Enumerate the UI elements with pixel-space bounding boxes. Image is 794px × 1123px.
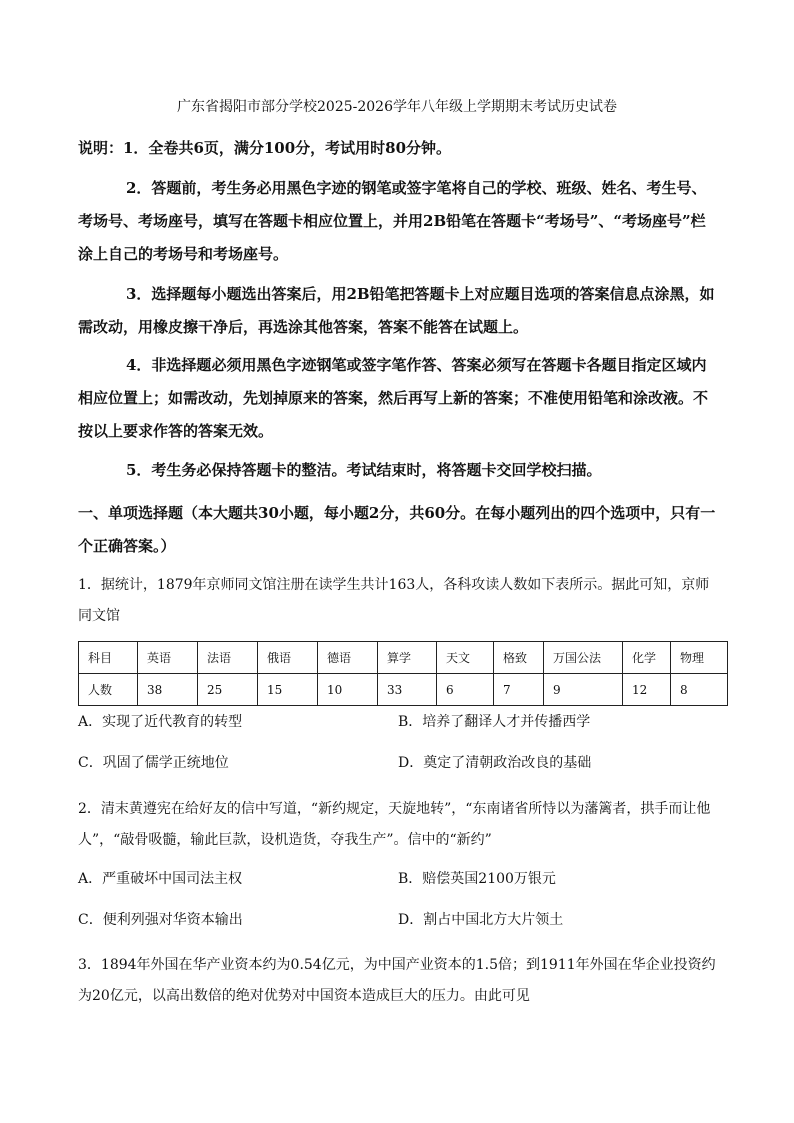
- subject-enrollment-table: [78, 641, 728, 706]
- table-cell: 9: [544, 674, 623, 706]
- table-cell: 英语: [138, 642, 198, 674]
- table-cell: 人数: [79, 674, 138, 706]
- table-cell: 12: [623, 674, 671, 706]
- table-cell: 33: [378, 674, 437, 706]
- question-1-option-b: B．培养了翻译人才并传播西学: [398, 714, 591, 730]
- table-cell: 法语: [198, 642, 258, 674]
- question-1-stem: 1．据统计，1879年京师同文馆注册在读学生共计163人，各科攻读人数如下表所示。据此可知，京师同文馆: [78, 577, 710, 624]
- table-cell: 6: [437, 674, 494, 706]
- table-cell: 德语: [318, 642, 378, 674]
- table-cell: 科目: [79, 642, 138, 674]
- table-cell: 化学: [623, 642, 671, 674]
- table-cell: 8: [671, 674, 728, 706]
- question-2-option-c: C．便利列强对华资本输出: [78, 912, 243, 928]
- question-1-option-a: A．实现了近代教育的转型: [78, 714, 243, 730]
- section-heading: 一、单项选择题（本大题共30小题，每小题2分，共60分。在每小题列出的四个选项中，只有一个正确答案。）: [78, 504, 716, 555]
- table-cell: 格致: [494, 642, 544, 674]
- question-2-option-d: D．割占中国北方大片领土: [398, 912, 564, 928]
- table-header-row: [79, 642, 728, 674]
- question-2-option-a: A．严重破坏中国司法主权: [78, 871, 243, 887]
- table-cell: 物理: [671, 642, 728, 674]
- table-cell: 10: [318, 674, 378, 706]
- table-cell: 38: [138, 674, 198, 706]
- question-1-option-d: D．奠定了清朝政治改良的基础: [398, 755, 592, 771]
- table-cell: 算学: [378, 642, 437, 674]
- instruction-5: 5．考生务必保持答题卡的整洁。考试结束时，将答题卡交回学校扫描。: [126, 461, 602, 479]
- instruction-3: 3．选择题每小题选出答案后，用2B铅笔把答题卡上对应题目选项的答案信息点涂黑，如需改动，用橡皮擦干净后，再选涂其他答案，答案不能答在试题上。: [78, 285, 715, 336]
- instruction-1: 说明：1．全卷共6页，满分100分，考试用时80分钟。: [78, 139, 452, 157]
- table-cell: 15: [258, 674, 318, 706]
- table-cell: 万国公法: [544, 642, 623, 674]
- table-cell: 俄语: [258, 642, 318, 674]
- instruction-4: 4．非选择题必须用黑色字迹钢笔或签字笔作答、答案必须写在答题卡各题目指定区域内相应位置上；如需改动，先划掉原来的答案，然后再写上新的答案；不准使用铅笔和涂改液。不按以上要求作答的答案无效。: [78, 356, 709, 440]
- question-1-option-c: C．巩固了儒学正统地位: [78, 755, 229, 771]
- page-title: 广东省揭阳市部分学校2025-2026学年八年级上学期期末考试历史试卷: [177, 99, 617, 115]
- question-3-stem: 3．1894年外国在华产业资本约为0.54亿元，为中国产业资本的1.5倍；到1911年外国在华企业投资约为20亿元，以高出数倍的绝对优势对中国资本造成巨大的压力。由此可见: [78, 957, 716, 1004]
- table-row: [79, 674, 728, 706]
- table-cell: 25: [198, 674, 258, 706]
- question-2-option-b: B．赔偿英国2100万银元: [398, 871, 556, 887]
- instruction-2: 2．答题前，考生务必用黑色字迹的钢笔或签字笔将自己的学校、班级、姓名、考生号、考场号、考场座号，填写在答题卡相应位置上，并用2B铅笔在答题卡“考场号”、“考场座号”栏涂上自己的考场号和考场座号。: [78, 179, 707, 263]
- table-cell: 7: [494, 674, 544, 706]
- question-2-stem: 2．清末黄遵宪在给好友的信中写道，“新约规定，天旋地转”，“东南诸省所恃以为藩篱者，拱手而让他人”，“敲骨吸髓，输此巨款，设机造货，夺我生产”。信中的“新约”: [78, 801, 711, 848]
- table-cell: 天文: [437, 642, 494, 674]
